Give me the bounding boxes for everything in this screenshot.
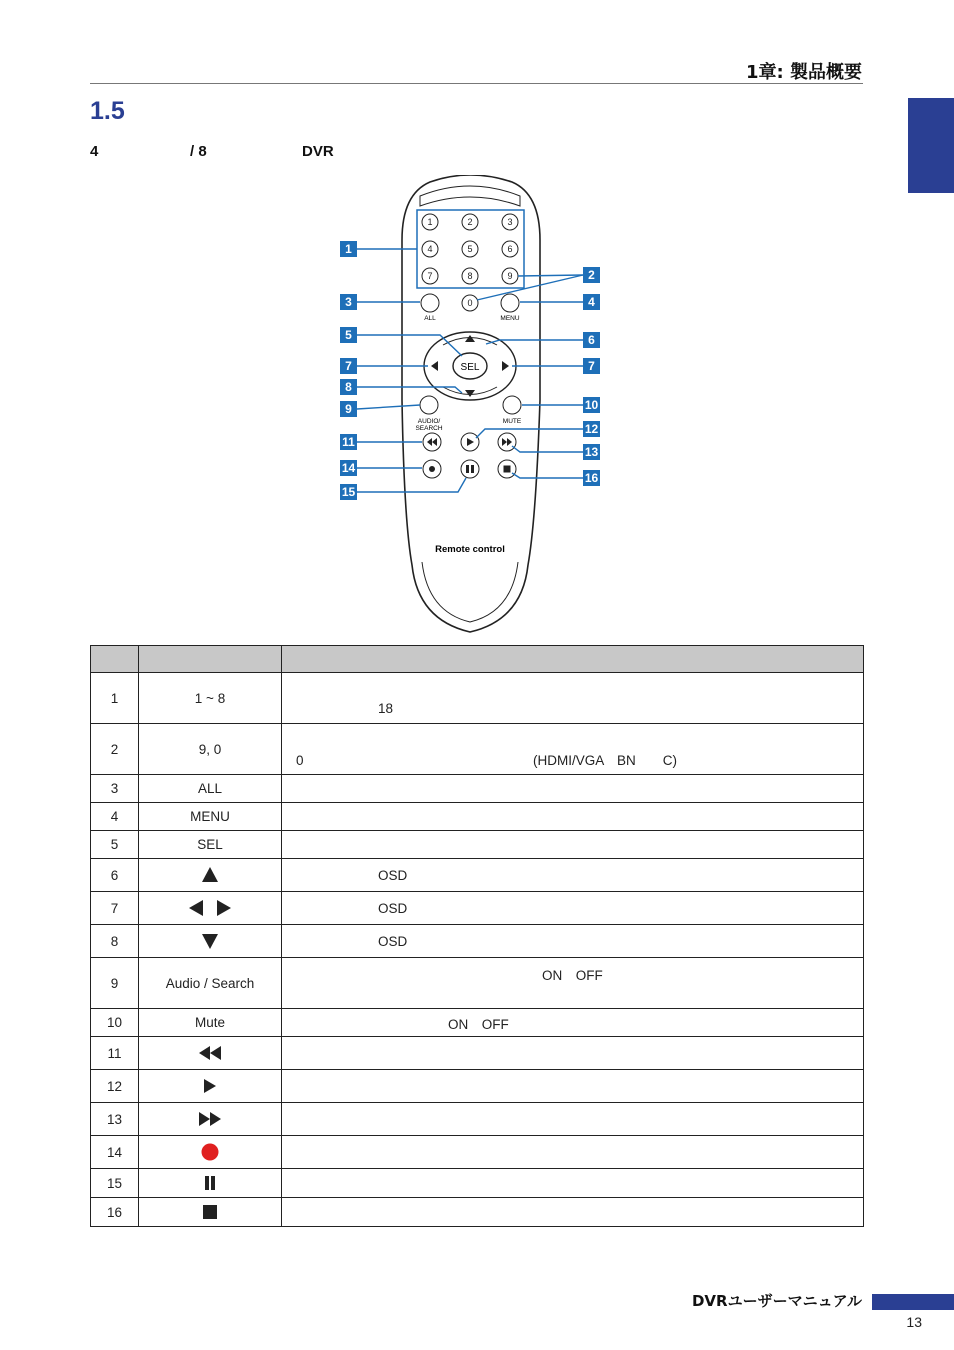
row-button: 9, 0: [139, 724, 282, 775]
mute-label: MUTE: [502, 418, 522, 425]
row-description: [282, 1136, 864, 1169]
table-row: [91, 1037, 864, 1070]
digit-label: 4: [427, 244, 433, 254]
remote-body-inner: [422, 562, 518, 622]
row-description: [282, 1037, 864, 1070]
down-triangle-icon: [200, 932, 220, 950]
row-button: [139, 1103, 282, 1136]
pause-button: [461, 460, 479, 478]
table-row: [91, 1070, 864, 1103]
play-icon: [202, 1077, 218, 1095]
row-button: [139, 1070, 282, 1103]
callout-badge: 14: [341, 461, 356, 475]
mute-button: [503, 396, 521, 414]
row-number: 11: [91, 1037, 139, 1070]
stop-icon: [504, 466, 511, 473]
row-description-line: 18: [378, 700, 394, 716]
digit-label: 1: [427, 217, 433, 227]
digit-label: 8: [467, 271, 473, 281]
row-button: [139, 892, 282, 925]
row-description: [282, 1198, 864, 1227]
row-button: MENU: [139, 803, 282, 831]
rewind-icon: [197, 1044, 223, 1062]
row-number: 7: [91, 892, 139, 925]
row-description: [282, 1103, 864, 1136]
callout-badge: 2: [583, 267, 600, 283]
row-button: [139, 859, 282, 892]
table-row: [91, 1169, 864, 1198]
row-number: 4: [91, 803, 139, 831]
row-number: 9: [91, 958, 139, 1009]
footer-manual-title: DVRユーザーマニュアル: [691, 1292, 862, 1310]
row-button: [139, 1037, 282, 1070]
search-label: SEARCH: [415, 425, 443, 432]
row-description: [282, 775, 864, 803]
all-label: ALL: [424, 315, 436, 322]
callout-badge: 12: [584, 422, 599, 436]
row-number: 8: [91, 925, 139, 958]
pause-icon: [203, 1175, 217, 1191]
table-row: [91, 775, 864, 803]
callout-badge: 6: [583, 332, 600, 348]
row-number: 14: [91, 1136, 139, 1169]
button-function-table: [90, 645, 864, 1227]
audio-label: AUDIO/: [417, 418, 441, 425]
subheading-part-1: 4: [90, 143, 99, 160]
callout-badge: 1: [340, 241, 357, 257]
row-description: OSD: [282, 892, 864, 925]
row-number: 12: [91, 1070, 139, 1103]
row-description: ON OFF: [282, 958, 864, 1009]
table-row: [91, 1198, 864, 1227]
row-description-line: [296, 681, 863, 697]
row-number: 13: [91, 1103, 139, 1136]
chapter-side-tab: [908, 98, 954, 193]
row-number: 2: [91, 724, 139, 775]
section-number: 1.5: [90, 97, 125, 125]
table-row: [91, 892, 864, 925]
row-description-line: 0 (HDMI/VGA BN C): [296, 753, 678, 768]
table-row: [91, 859, 864, 892]
table-row: [91, 1009, 864, 1037]
record-icon: [429, 466, 435, 472]
stop-icon: [202, 1204, 218, 1220]
table-row: [91, 925, 864, 958]
row-button: [139, 1198, 282, 1227]
callout-badge: 13: [584, 445, 599, 459]
row-number: 16: [91, 1198, 139, 1227]
record-icon: [200, 1142, 220, 1162]
table-row: [91, 958, 864, 1009]
callout-badge: 4: [583, 294, 600, 310]
callout-badge: 3: [340, 294, 357, 310]
digit-label: 3: [507, 217, 513, 227]
row-number: 3: [91, 775, 139, 803]
row-description: [282, 1070, 864, 1103]
row-description-line: [296, 729, 863, 745]
chapter-title: 1章: 製品概要: [746, 62, 862, 83]
table-row: [91, 673, 864, 724]
left-right-triangles-icon: [187, 899, 233, 917]
digit-label: 0: [467, 298, 473, 308]
callout-badge: 5: [340, 327, 357, 343]
row-button: 1 ~ 8: [139, 673, 282, 724]
callout-badge: 11: [340, 434, 357, 450]
up-triangle-icon: [200, 866, 220, 884]
row-description: ON OFF: [282, 1009, 864, 1037]
digit-label: 6: [507, 244, 513, 254]
table-row: [91, 1136, 864, 1169]
fast-forward-icon: [197, 1110, 223, 1128]
header-cell-number: [91, 646, 139, 673]
menu-button: [501, 294, 519, 312]
row-description: [282, 831, 864, 859]
row-number: 5: [91, 831, 139, 859]
callout-badge: 16: [584, 471, 599, 485]
audio-search-button: [420, 396, 438, 414]
digit-label: 9: [507, 271, 513, 281]
row-description: [282, 1169, 864, 1198]
header-cell-button: [139, 646, 282, 673]
table-row: [91, 724, 864, 775]
remote-brand-label: Remote control: [435, 544, 505, 555]
table-row: [91, 831, 864, 859]
row-description: [282, 724, 864, 775]
remote-control-illustration: [330, 175, 620, 637]
row-button: SEL: [139, 831, 282, 859]
row-button: [139, 1136, 282, 1169]
pause-icon: [466, 465, 469, 473]
header-rule: [90, 83, 863, 84]
row-button: [139, 1169, 282, 1198]
digit-label: 7: [427, 271, 433, 281]
row-number: 1: [91, 673, 139, 724]
row-description: [282, 803, 864, 831]
callout-badge: 7: [340, 358, 357, 374]
footer-accent-bar: [872, 1294, 954, 1310]
menu-label: MENU: [500, 315, 520, 322]
callout-badge: 9: [340, 401, 357, 417]
all-button: [421, 294, 439, 312]
callout-badge: 8: [340, 379, 357, 395]
callout-badge: 7: [583, 358, 600, 374]
sel-label: SEL: [460, 362, 480, 373]
digit-label: 5: [467, 244, 473, 254]
row-description: OSD: [282, 925, 864, 958]
row-number: 6: [91, 859, 139, 892]
row-number: 10: [91, 1009, 139, 1037]
callout-badge: 15: [341, 485, 356, 499]
header-cell-function: [282, 646, 864, 673]
row-button: [139, 925, 282, 958]
row-button: Audio / Search: [139, 958, 282, 1009]
row-description: OSD: [282, 859, 864, 892]
subheading-part-2: / 8: [190, 143, 207, 160]
subheading-part-3: DVR: [302, 143, 334, 160]
page-number: 13: [906, 1314, 922, 1330]
row-button: ALL: [139, 775, 282, 803]
row-number: 15: [91, 1169, 139, 1198]
row-description: [282, 673, 864, 724]
row-button: Mute: [139, 1009, 282, 1037]
table-row: [91, 1103, 864, 1136]
digit-label: 2: [467, 217, 473, 227]
table-row: [91, 803, 864, 831]
callout-badge: 10: [584, 398, 599, 412]
table-header-row: [91, 646, 864, 673]
